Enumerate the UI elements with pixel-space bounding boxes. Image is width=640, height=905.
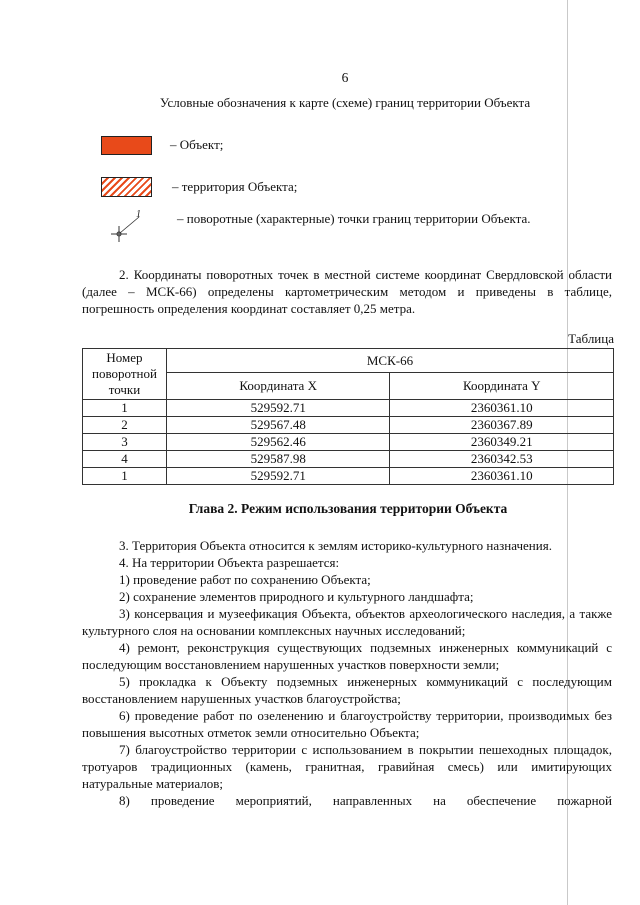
row-point-number: 1 xyxy=(83,468,167,485)
chapter-title: Глава 2. Режим использования территории Объекта xyxy=(188,501,508,516)
table-row xyxy=(83,468,614,485)
header-point-number: Номер поворотной точки xyxy=(83,349,167,400)
legend-title: Условные обозначения к карте (схеме) границ территории Объекта xyxy=(159,95,531,110)
list-item-2: 2) сохранение элементов природного и культурного ландшафта; xyxy=(119,589,474,604)
list-item-3: 3) консервация и музеефикация Объекта, объектов археологического наследия, а также культурного слоя на основании комплексных научных исследований; xyxy=(82,606,612,638)
row-point-number: 2 xyxy=(83,417,167,434)
coordinates-table xyxy=(82,348,614,485)
row-coordinate-y: 2360361.10 xyxy=(390,468,614,485)
row-coordinate-x: 529562.46 xyxy=(166,434,390,451)
row-coordinate-y: 2360349.21 xyxy=(390,434,614,451)
list-item-6: 6) проведение работ по озеленению и благоустройству территории, производимых без повышения высотных отметок земли относительно Объекта; xyxy=(82,708,612,740)
legend-object-label: – Объект; xyxy=(170,137,224,152)
list-item-1: 1) проведение работ по сохранению Объекта; xyxy=(119,572,371,587)
row-coordinate-y: 2360367.89 xyxy=(390,417,614,434)
row-coordinate-x: 529592.71 xyxy=(166,400,390,417)
turning-point-icon xyxy=(108,205,148,245)
table-row xyxy=(83,417,614,434)
row-coordinate-y: 2360342.53 xyxy=(390,451,614,468)
header-coordinate-x: Координата X xyxy=(166,373,390,400)
item-3: 3. Территория Объекта относится к землям историко-культурного назначения. xyxy=(119,538,552,553)
legend-points-label: – поворотные (характерные) точки границ территории Объекта. xyxy=(177,211,531,226)
row-coordinate-x: 529567.48 xyxy=(166,417,390,434)
list-item-7: 7) благоустройство территории с использованием в покрытии пешеходных площадок, тротуаров традиционных (камень, гранитная, гравийная смесь) или имитирующих натуральные материалов; xyxy=(82,742,612,791)
table-row xyxy=(83,400,614,417)
list-item-4: 4) ремонт, реконструкция существующих подземных инженерных коммуникаций с последующим восстановлением нарушенных участков поверхности земли; xyxy=(82,640,612,672)
paragraph-2: 2. Координаты поворотных точек в местной системе координат Свердловской области (далее – МСК-66) определены картометрическим методом и приведены в таблице, погрешность определения координат составляет 0,25 метра. xyxy=(82,267,612,316)
list-item-5: 5) прокладка к Объекту подземных инженерных коммуникаций с последующим восстановлением нарушенных участков благоустройства; xyxy=(82,674,612,706)
table-row xyxy=(83,434,614,451)
list-item-8: 8) проведение мероприятий, направленных на обеспечение пожарной xyxy=(119,793,612,808)
row-coordinate-x: 529587.98 xyxy=(166,451,390,468)
header-coordinate-system: МСК-66 xyxy=(166,349,613,373)
row-coordinate-y: 2360361.10 xyxy=(390,400,614,417)
item-4: 4. На территории Объекта разрешается: xyxy=(119,555,340,570)
row-coordinate-x: 529592.71 xyxy=(166,468,390,485)
table-row xyxy=(83,451,614,468)
page-number: 6 xyxy=(341,70,349,85)
territory-hatch-swatch xyxy=(101,177,152,197)
row-point-number: 1 xyxy=(83,400,167,417)
table-label: Таблица xyxy=(568,331,614,346)
row-point-number: 4 xyxy=(83,451,167,468)
legend-territory-label: – территория Объекта; xyxy=(172,179,298,194)
row-point-number: 3 xyxy=(83,434,167,451)
object-swatch xyxy=(101,136,152,155)
point-number-label: 1 xyxy=(136,209,141,220)
header-coordinate-y: Координата Y xyxy=(390,373,614,400)
